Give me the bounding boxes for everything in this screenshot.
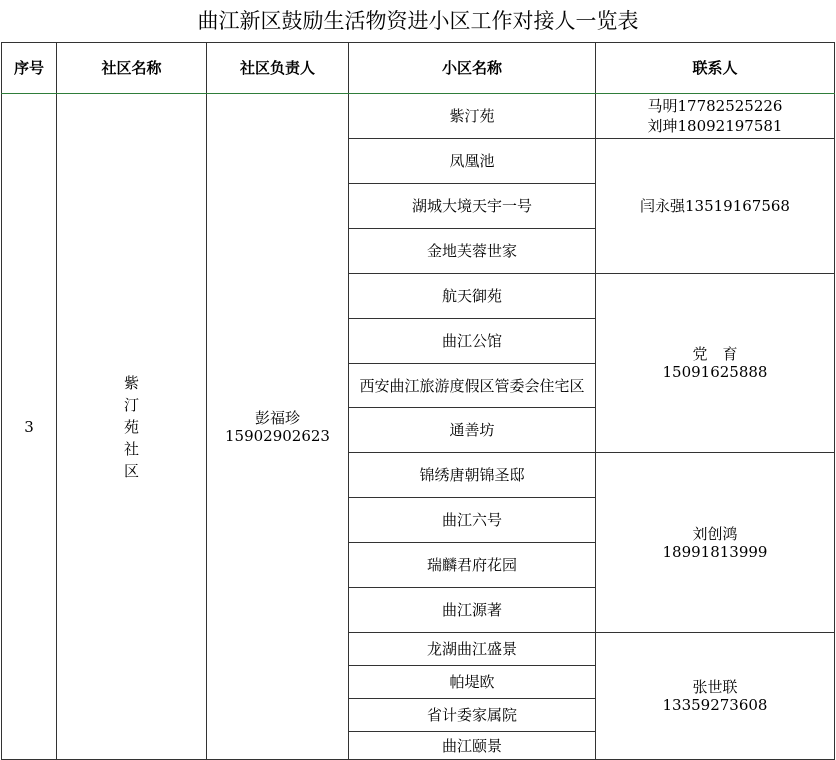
header-contact: 联系人 xyxy=(596,43,835,94)
subdistrict-cell: 曲江颐景 xyxy=(349,732,596,760)
subdistrict-cell: 龙湖曲江盛景 xyxy=(349,633,596,666)
contact-cell xyxy=(596,139,835,274)
header-community: 社区名称 xyxy=(57,43,207,94)
subdistrict-cell: 锦绣唐朝锦圣邸 xyxy=(349,453,596,498)
contact-cell xyxy=(596,453,835,633)
subdistrict-cell: 帕堤欧 xyxy=(349,666,596,699)
contact-line: 闫永强13519167568 xyxy=(640,197,790,215)
subdistrict-cell: 曲江源著 xyxy=(349,588,596,633)
community-name: 紫汀苑社区 xyxy=(123,373,139,480)
community-cell xyxy=(57,94,207,760)
contact-line: 15091625888 xyxy=(662,363,768,381)
contact-line: 党 育 xyxy=(692,345,738,363)
contact-cell xyxy=(596,633,835,760)
contact-line: 18991813999 xyxy=(662,542,768,561)
subdistrict-cell: 西安曲江旅游度假区管委会住宅区 xyxy=(349,364,596,408)
subdistrict-cell: 瑞麟君府花园 xyxy=(349,543,596,588)
subdistrict-cell: 曲江公馆 xyxy=(349,319,596,364)
subdistrict-cell: 省计委家属院 xyxy=(349,699,596,732)
subdistrict-cell: 凤凰池 xyxy=(349,139,596,184)
header-community-leader: 社区负责人 xyxy=(207,43,349,94)
header-seq: 序号 xyxy=(2,43,57,94)
header-subdistrict: 小区名称 xyxy=(349,43,596,94)
contact-line: 刘创鸿 xyxy=(692,524,738,543)
page-title: 曲江新区鼓励生活物资进小区工作对接人一览表 xyxy=(197,9,639,33)
contact-line: 张世联 xyxy=(692,678,738,696)
contact-line: 13359273608 xyxy=(662,696,768,714)
subdistrict-cell: 紫汀苑 xyxy=(349,94,596,139)
contact-cell xyxy=(596,94,835,139)
table-row xyxy=(2,94,835,139)
contact-cell xyxy=(596,274,835,453)
contact-line: 刘珅18092197581 xyxy=(647,117,783,135)
subdistrict-cell: 金地芙蓉世家 xyxy=(349,229,596,274)
leader-name: 彭福珍 xyxy=(254,408,300,427)
subdistrict-cell: 航天御苑 xyxy=(349,274,596,319)
leader-phone: 15902902623 xyxy=(225,426,330,445)
subdistrict-cell: 曲江六号 xyxy=(349,498,596,543)
contact-table xyxy=(1,42,835,760)
leader-cell xyxy=(207,94,349,760)
contact-line: 马明17782525226 xyxy=(647,97,783,115)
subdistrict-cell: 湖城大境天宇一号 xyxy=(349,184,596,229)
seq-cell: 3 xyxy=(2,94,57,760)
header-row xyxy=(2,43,835,94)
subdistrict-cell: 通善坊 xyxy=(349,408,596,453)
